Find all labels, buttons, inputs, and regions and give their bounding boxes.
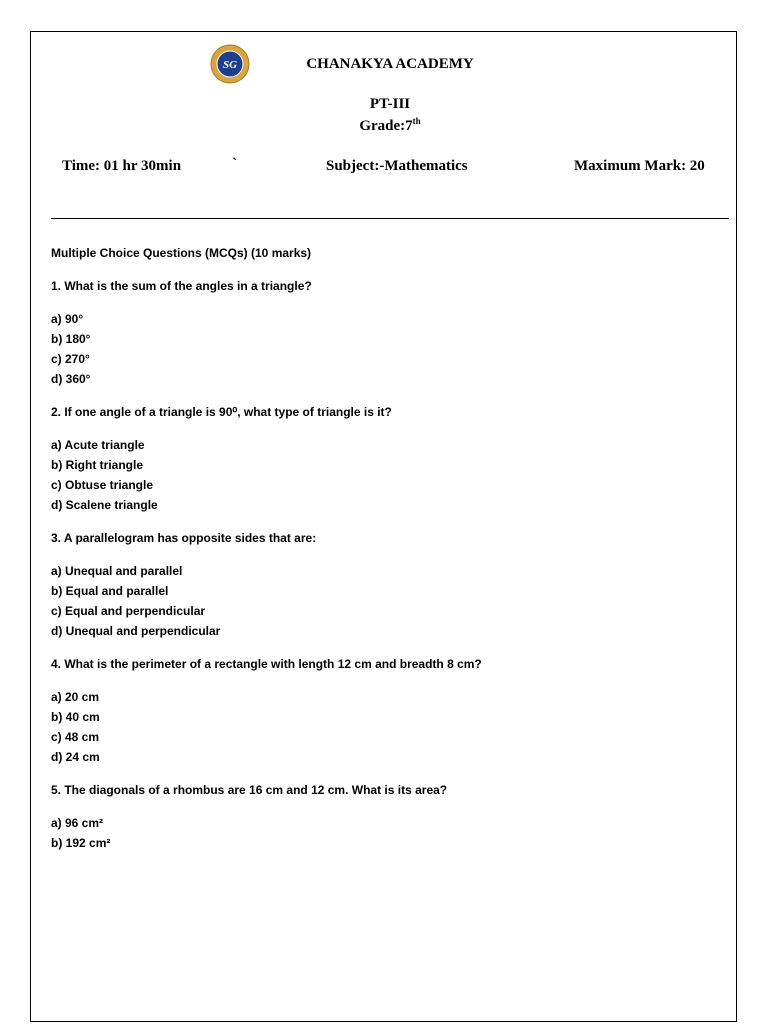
option-c: c) Equal and perpendicular (51, 604, 206, 618)
header-divider (51, 218, 729, 219)
option-b: b) Equal and parallel (51, 584, 169, 598)
question-3 (51, 528, 731, 641)
option-a: a) Unequal and parallel (51, 564, 183, 578)
maximum-marks: Maximum Mark: 20 (574, 158, 705, 174)
question-text: 2. If one angle of a triangle is 90⁰, what type of triangle is it? (51, 405, 392, 419)
option-c: c) Obtuse triangle (51, 478, 154, 492)
option-d: d) Scalene triangle (51, 498, 158, 512)
option-d: d) 24 cm (51, 750, 100, 764)
school-name: CHANAKYA ACADEMY (306, 56, 474, 72)
option-d: d) 360° (51, 372, 91, 386)
options-list (51, 687, 731, 767)
grade-label (0, 116, 768, 135)
option-a: a) 90° (51, 312, 84, 326)
question-text: 3. A parallelogram has opposite sides that are: (51, 531, 317, 545)
test-name: PT-III (369, 96, 411, 112)
question-4 (51, 654, 731, 767)
option-b: b) 180° (51, 332, 91, 346)
options-list (51, 435, 731, 515)
grade-text: Grade:7 (359, 118, 413, 134)
option-a: a) Acute triangle (51, 438, 145, 452)
stray-mark: ` (232, 156, 237, 172)
grade-suffix: th (412, 116, 421, 126)
option-d: d) Unequal and perpendicular (51, 624, 221, 638)
option-c: c) 270° (51, 352, 90, 366)
question-text: 4. What is the perimeter of a rectangle with length 12 cm and breadth 8 cm? (51, 657, 482, 671)
option-b: b) 40 cm (51, 710, 100, 724)
question-paper-body (51, 243, 731, 866)
option-a: a) 20 cm (51, 690, 100, 704)
question-2 (51, 402, 731, 515)
exam-subject: Subject:-Mathematics (326, 158, 468, 174)
logo-monogram: SG (222, 59, 238, 71)
question-5 (51, 780, 731, 853)
options-list (51, 309, 731, 389)
options-list (51, 813, 731, 853)
option-c: c) 48 cm (51, 730, 100, 744)
question-1 (51, 276, 731, 389)
exam-time: Time: 01 hr 30min (62, 158, 182, 174)
option-b: b) Right triangle (51, 458, 143, 472)
section-title: Multiple Choice Questions (MCQs) (10 marks) (51, 246, 312, 260)
options-list (51, 561, 731, 641)
option-a: a) 96 cm² (51, 816, 104, 830)
question-text: 1. What is the sum of the angles in a triangle? (51, 279, 312, 293)
option-b: b) 192 cm² (51, 836, 111, 850)
question-text: 5. The diagonals of a rhombus are 16 cm and 12 cm. What is its area? (51, 783, 448, 797)
